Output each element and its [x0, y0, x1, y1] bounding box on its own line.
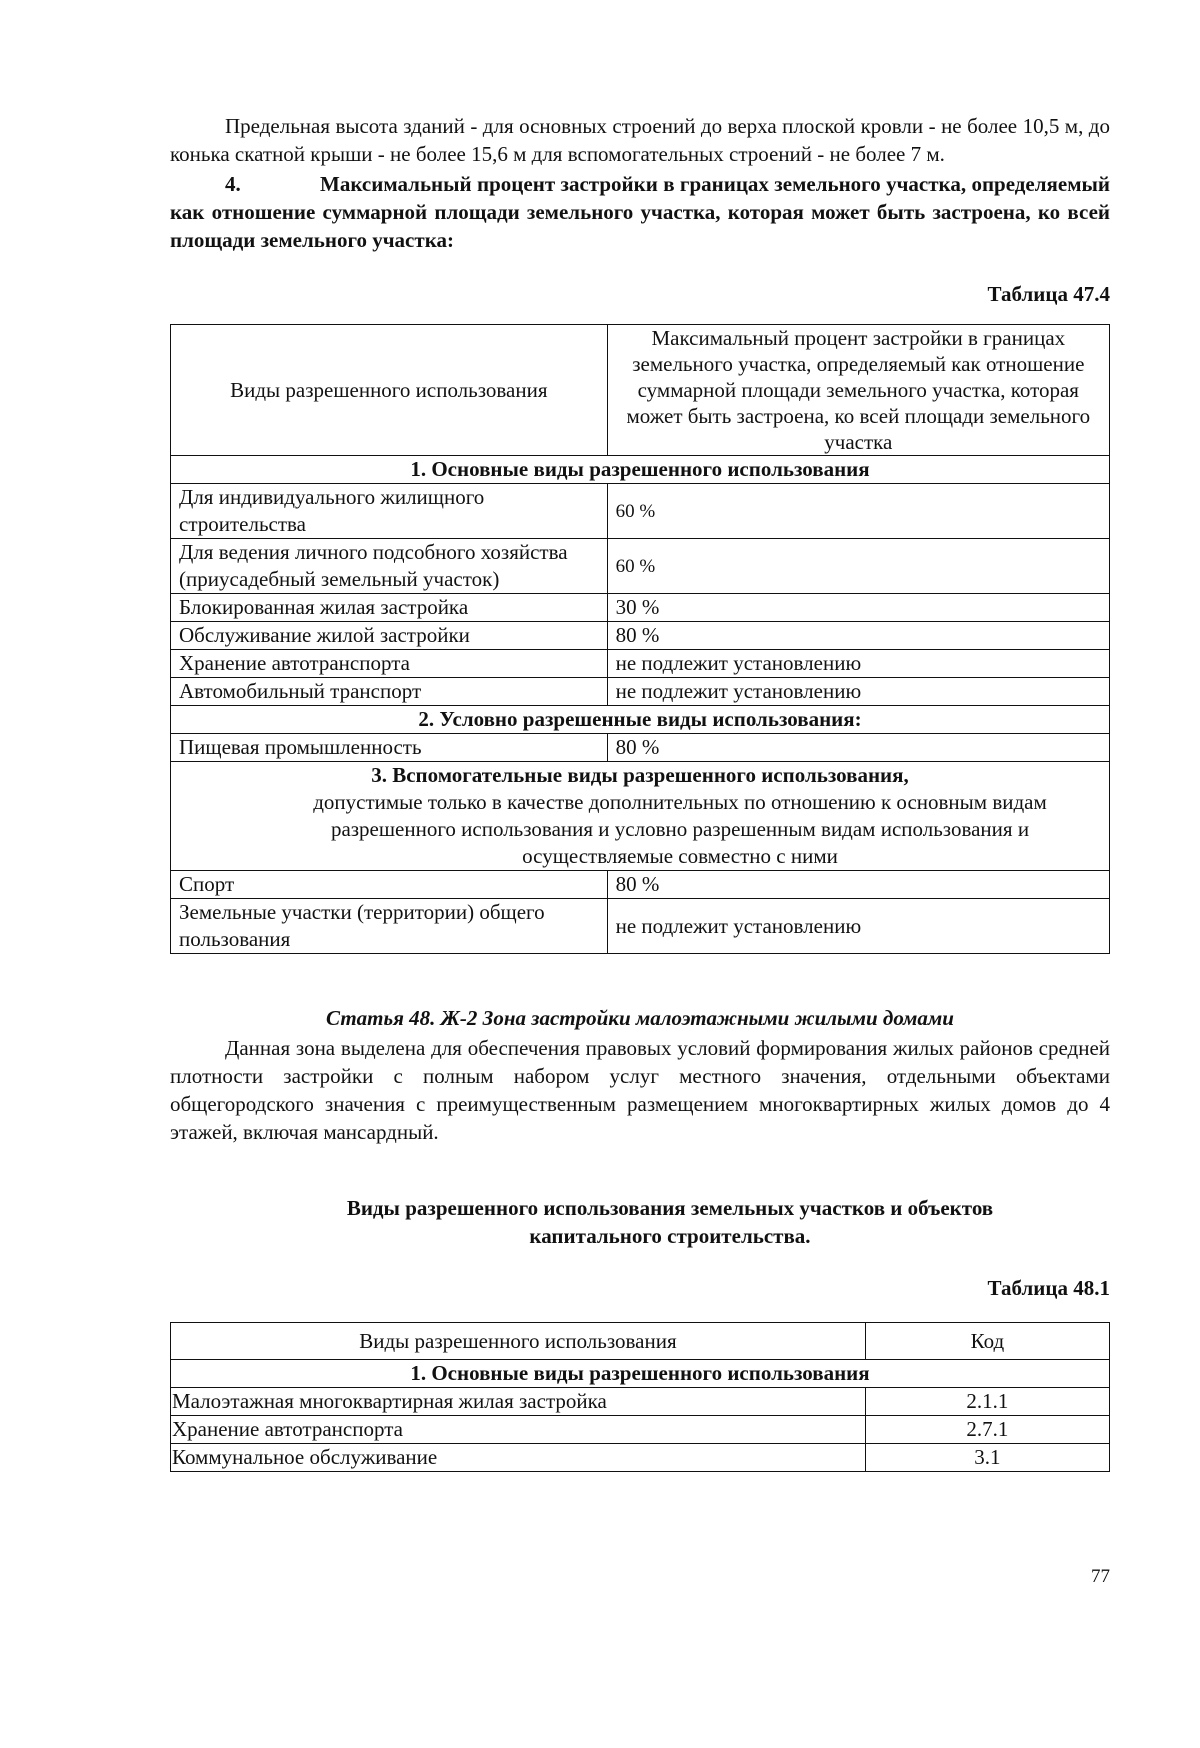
row-name: Пищевая промышленность: [171, 734, 608, 762]
row-value: не подлежит установлению: [607, 899, 1109, 954]
row-name: Спорт: [171, 871, 608, 899]
row-name: Автомобильный транспорт: [171, 678, 608, 706]
row-name: Хранение автотранспорта: [171, 1416, 866, 1444]
section-1-heading: 1. Основные виды разрешенного использования: [171, 456, 1110, 484]
table-header-row: [171, 1323, 1110, 1360]
page-number: 77: [1091, 1566, 1110, 1587]
table-row: [171, 1416, 1110, 1444]
table-row: [171, 539, 1110, 594]
height-paragraph: Предельная высота зданий - для основных строений до верха плоской кровли - не более 10,5 м, до конька скатной крыши - не более 15,6 м для вспомогательных строений - не более 7 м.: [170, 114, 1110, 166]
row-name: Блокированная жилая застройка: [171, 594, 608, 622]
row-value: 80 %: [607, 871, 1109, 899]
row-value: 60 %: [607, 484, 1109, 539]
row-value: не подлежит установлению: [607, 678, 1109, 706]
table-47-4: [170, 324, 1110, 954]
article-48-paragraph: Данная зона выделена для обеспечения правовых условий формирования жилых районов средней плотности застройки с полным набором услуг местного значения, отдельными объектами общегородского значения с преимущественным размещением многоквартирных жилых домов до 4 этажей, включая мансардный.: [170, 1036, 1110, 1144]
header-cell-percent: Максимальный процент застройки в границах земельного участка, определяемый как отношение суммарной площади земельного участка, которая может быть застроена, ко всей площади земельного участка: [607, 325, 1109, 456]
row-code: 3.1: [865, 1444, 1109, 1472]
section-3-heading: [171, 762, 1110, 871]
header-cell-types: Виды разрешенного использования: [171, 325, 608, 456]
table-row: [171, 734, 1110, 762]
row-value: не подлежит установлению: [607, 650, 1109, 678]
section-3-title: 3. Вспомогательные виды разрешенного использования,: [371, 763, 909, 787]
table-row: [171, 899, 1110, 954]
article-48-title: Статья 48. Ж-2 Зона застройки малоэтажными жилыми домами: [326, 1006, 954, 1030]
row-name: Для индивидуального жилищного строительства: [171, 484, 608, 539]
document-page: [170, 112, 1110, 1472]
row-code: 2.7.1: [865, 1416, 1109, 1444]
section-1-heading: 1. Основные виды разрешенного использования: [171, 1360, 1110, 1388]
row-name: Обслуживание жилой застройки: [171, 622, 608, 650]
table-row: [171, 871, 1110, 899]
row-value: 80 %: [607, 734, 1109, 762]
row-value: 60 %: [607, 539, 1109, 594]
table-row: [171, 484, 1110, 539]
table-row: [171, 1388, 1110, 1416]
item-4-paragraph: [170, 170, 1110, 254]
table-48-1: [170, 1322, 1110, 1472]
table-48-1-caption: Таблица 48.1: [987, 1276, 1110, 1300]
row-name: Малоэтажная многоквартирная жилая застройка: [171, 1388, 866, 1416]
item-4-number: 4.: [225, 172, 241, 196]
section-3-subtitle: допустимые только в качестве дополнительных по отношению к основным видам разрешенного использования и условно разрешенным видам использования и осуществляемые совместно с ними: [313, 790, 1047, 868]
table-row: [171, 650, 1110, 678]
table-row: [171, 622, 1110, 650]
table-47-4-caption: Таблица 47.4: [987, 282, 1110, 306]
row-name: Хранение автотранспорта: [171, 650, 608, 678]
table-row: [171, 678, 1110, 706]
row-value: 80 %: [607, 622, 1109, 650]
section-2-heading: 2. Условно разрешенные виды использования:: [171, 706, 1110, 734]
row-name: Коммунальное обслуживание: [171, 1444, 866, 1472]
row-name: Земельные участки (территории) общего пользования: [171, 899, 608, 954]
header-cell-code: Код: [865, 1323, 1109, 1360]
row-name: Для ведения личного подсобного хозяйства (приусадебный земельный участок): [171, 539, 608, 594]
table-48-1-heading: Виды разрешенного использования земельных участков и объектов капитального строительства.: [346, 1196, 994, 1248]
row-value: 30 %: [607, 594, 1109, 622]
row-code: 2.1.1: [865, 1388, 1109, 1416]
table-header-row: [171, 325, 1110, 456]
table-row: [171, 1444, 1110, 1472]
header-cell-types: Виды разрешенного использования: [171, 1323, 866, 1360]
table-row: [171, 594, 1110, 622]
item-4-text: Максимальный процент застройки в границах земельного участка, определяемый как отношение суммарной площади земельного участка, которая может быть застроена, ко всей площади земельного участка:: [170, 172, 1110, 252]
